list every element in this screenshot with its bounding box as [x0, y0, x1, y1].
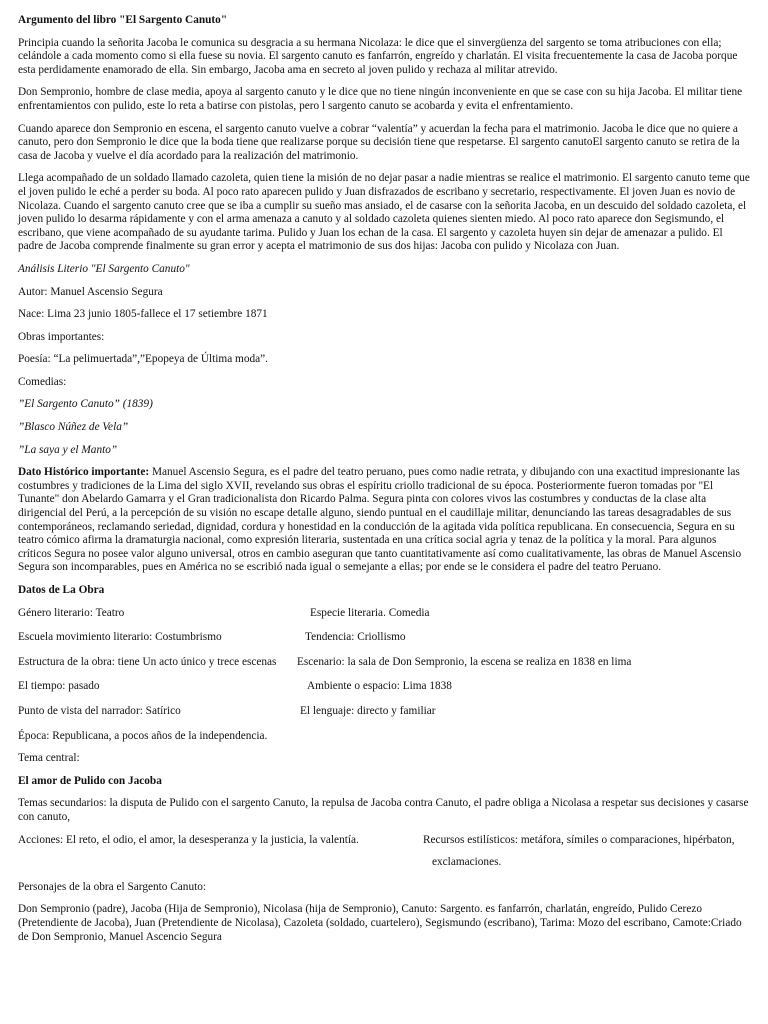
- argument-paragraph-3: Cuando aparece don Sempronio en escena, el sargento canuto vuelve a cobrar “valentía” y acuerdan la fecha para el matrimonio. Jacoba le dice que no quiere a canuto, pero don Sempronio le dice que la boda tiene que realizarse porque su decisión tiene que respetarse. El sargento canutoEl sargento canuto se retira de la casa de Jacoba y vuelve el día acordado para la realización del matrimonio.: [18, 122, 740, 162]
- resources-continuation: exclamaciones.: [432, 856, 502, 869]
- central-theme: El amor de Pulido con Jacoba: [18, 774, 162, 787]
- works-label: Obras importantes:: [18, 330, 105, 343]
- resources-continuation-row: [18, 856, 750, 870]
- historical-note-label: Dato Histórico importante:: [18, 466, 150, 479]
- work-data-left: Género literario: Teatro: [18, 606, 125, 619]
- comedies-label: Comedias:: [18, 375, 67, 388]
- work-data-right: Especie literaria. Comedia: [310, 606, 430, 619]
- comedy-item: ”La saya y el Manto”: [18, 443, 118, 456]
- document-title: Argumento del libro "El Sargento Canuto": [18, 14, 228, 26]
- work-data-row: [18, 656, 750, 670]
- work-data-row: [18, 631, 750, 645]
- work-data-title: Datos de La Obra: [18, 584, 105, 596]
- characters-label: Personajes de la obra el Sargento Canuto:: [18, 880, 207, 893]
- work-data-right: El lenguaje: directo y familiar: [300, 704, 436, 717]
- work-data-row: [18, 607, 750, 621]
- actions-line: Acciones: El reto, el odio, el amor, la desesperanza y la justicia, la valentía.: [18, 833, 359, 846]
- era-line: Época: Republicana, a pocos años de la independencia.: [18, 729, 268, 742]
- characters-list: Don Sempronio (padre), Jacoba (Hija de Sempronio), Nicolasa (hija de Sempronio), Canuto: Sargento. es fanfarrón, charlatán, engreído, Pulido Cerezo (Pretendiente de Jacoba), Juan (Pretendiente de Nicolasa), Cazoleta (soldado, cuartelero), Segismundo (escribano), Tarima: Mozo del escribano, Camote:Criado de Don Sempronio, Manuel Ascencio Segura: [18, 903, 742, 943]
- actions-resources-row: [18, 834, 750, 848]
- work-data-right: Tendencia: Criollismo: [305, 631, 406, 644]
- poetry-line: Poesía: “La pelimuertada”,”Epopeya de Última moda”.: [18, 353, 268, 366]
- argument-paragraph-1: Principia cuando la señorita Jacoba le comunica su desgracia a su hermana Nicolaza: le dice que el sinvergüenza del sargento se toma atribuciones con ella; celándole a cada momento como si ella fuese su novia. El sargento canuto es fanfarrón, engreído y charlatán. El visita frecuentemente la casa de Jacoba porque esta perdidamente enamorado de ella. Sin embargo, Jacoba ama en secreto al joven pulido y rechaza al militar atrevido.: [18, 36, 738, 76]
- work-data-row: [18, 680, 750, 694]
- work-data-left: El tiempo: pasado: [18, 680, 100, 693]
- work-data-right: Escenario: la sala de Don Sempronio, la escena se realiza en 1838 en lima: [297, 655, 632, 668]
- historical-note-text: Manuel Ascensio Segura, es el padre del teatro peruano, pues como nadie retrata, y dibujando con una exactitud impresionante las costumbres y tradiciones de la Lima del siglo XVII, revelando sus obras el espíritu criollo tradicional de su época. Posteriormente fueron tomadas por "El Tunante" don Abelardo Gamarra y el Gran tradicionalista don Ricardo Palma. Segura pinta con colores vivos las costumbres y conductas de la clase alta dirigencial del Perú, a la percepción de su visión no escape detalle alguno, siendo puntual en el caudillaje militar, denunciando las tareas desagradables de sus contemporáneos, reclamando seriedad, dignidad, cordura y honestidad en la conducción de la agitada vida política republicana. En consecuencia, Segura en su teatro cómico afirma la dramaturgia nacional, como expresión literaria, sustentada en una crítica social agria y tenaz de la política y la moral. Para algunos críticos Segura no posee valor alguno universal, otros en cambio aseguran que tanto cuantitativamente así como cualitativamente, las obras de Manuel Ascensio Segura son incomparables, pues en América no se escribió nada igual o semejante a ellas; por ende se le considera el padre del teatro Peruano.: [18, 466, 742, 574]
- comedy-item: ”Blasco Núñez de Vela”: [18, 421, 129, 434]
- work-data-row: [18, 705, 750, 719]
- argument-paragraph-2: Don Sempronio, hombre de clase media, apoya al sargento canuto y le dice que no tiene ningún inconveniente en que se case con su hija Jacoba. El militar tiene enfrentamientos con pulido, este lo reta a batirse con pistolas, pero l sargento canuto se acobarda y evita el enfrentamiento.: [18, 86, 743, 112]
- author-line: Autor: Manuel Ascensio Segura: [18, 285, 163, 298]
- resources-line: Recursos estilísticos: metáfora, símiles o comparaciones, hipérbaton,: [423, 833, 735, 846]
- secondary-themes: Temas secundarios: la disputa de Pulido con el sargento Canuto, la repulsa de Jacoba contra Canuto, el padre obliga a Nicolasa a respetar sus decisiones y casarse con canuto,: [18, 797, 749, 823]
- central-theme-label: Tema central:: [18, 752, 80, 765]
- work-data-right: Ambiente o espacio: Lima 1838: [307, 680, 452, 693]
- work-data-left: Punto de vista del narrador: Satírico: [18, 704, 181, 717]
- comedy-item: ”El Sargento Canuto” (1839): [18, 398, 153, 411]
- work-data-left: Escuela movimiento literario: Costumbrismo: [18, 631, 222, 644]
- work-data-left: Estructura de la obra: tiene Un acto único y trece escenas: [18, 655, 277, 668]
- birth-line: Nace: Lima 23 junio 1805-fallece el 17 setiembre 1871: [18, 308, 268, 321]
- argument-paragraph-4: Llega acompañado de un soldado llamado cazoleta, quien tiene la misión de no dejar pasar a nadie mientras se realice el matrimonio. El sargento canuto teme que el joven pulido le eché a perder su boda. Al poco rato aparecen pulido y Juan disfrazados de escribano y secretario, respectivamente. El joven Juan es novio de Nicolaza. Cuando el sargento canuto cree que se iba a cumplir su sueño mas ansiado, el de casarse con la señorita Jacoba, en un descuido del soldado cazoleta, el joven pulido lo desarma rápidamente y con el arma amenaza a canuto y al soldado cazoleta quienes sienten miedo. Al poco rato aparece don Segismundo, el escribano, que viene acompañado de su ayudante tarima. Pulido y Juan los echan de la casa. El sargento y cazoleta huyen sin dejar de amenazar a pulido. El padre de Jacoba comprende finalmente su gran error y acepta el matrimonio de sus dos hijas: Jacoba con pulido y Nicolaza con Juan.: [18, 172, 750, 253]
- historical-note: [18, 466, 750, 575]
- analysis-title: Análisis Literio "El Sargento Canuto": [18, 262, 190, 275]
